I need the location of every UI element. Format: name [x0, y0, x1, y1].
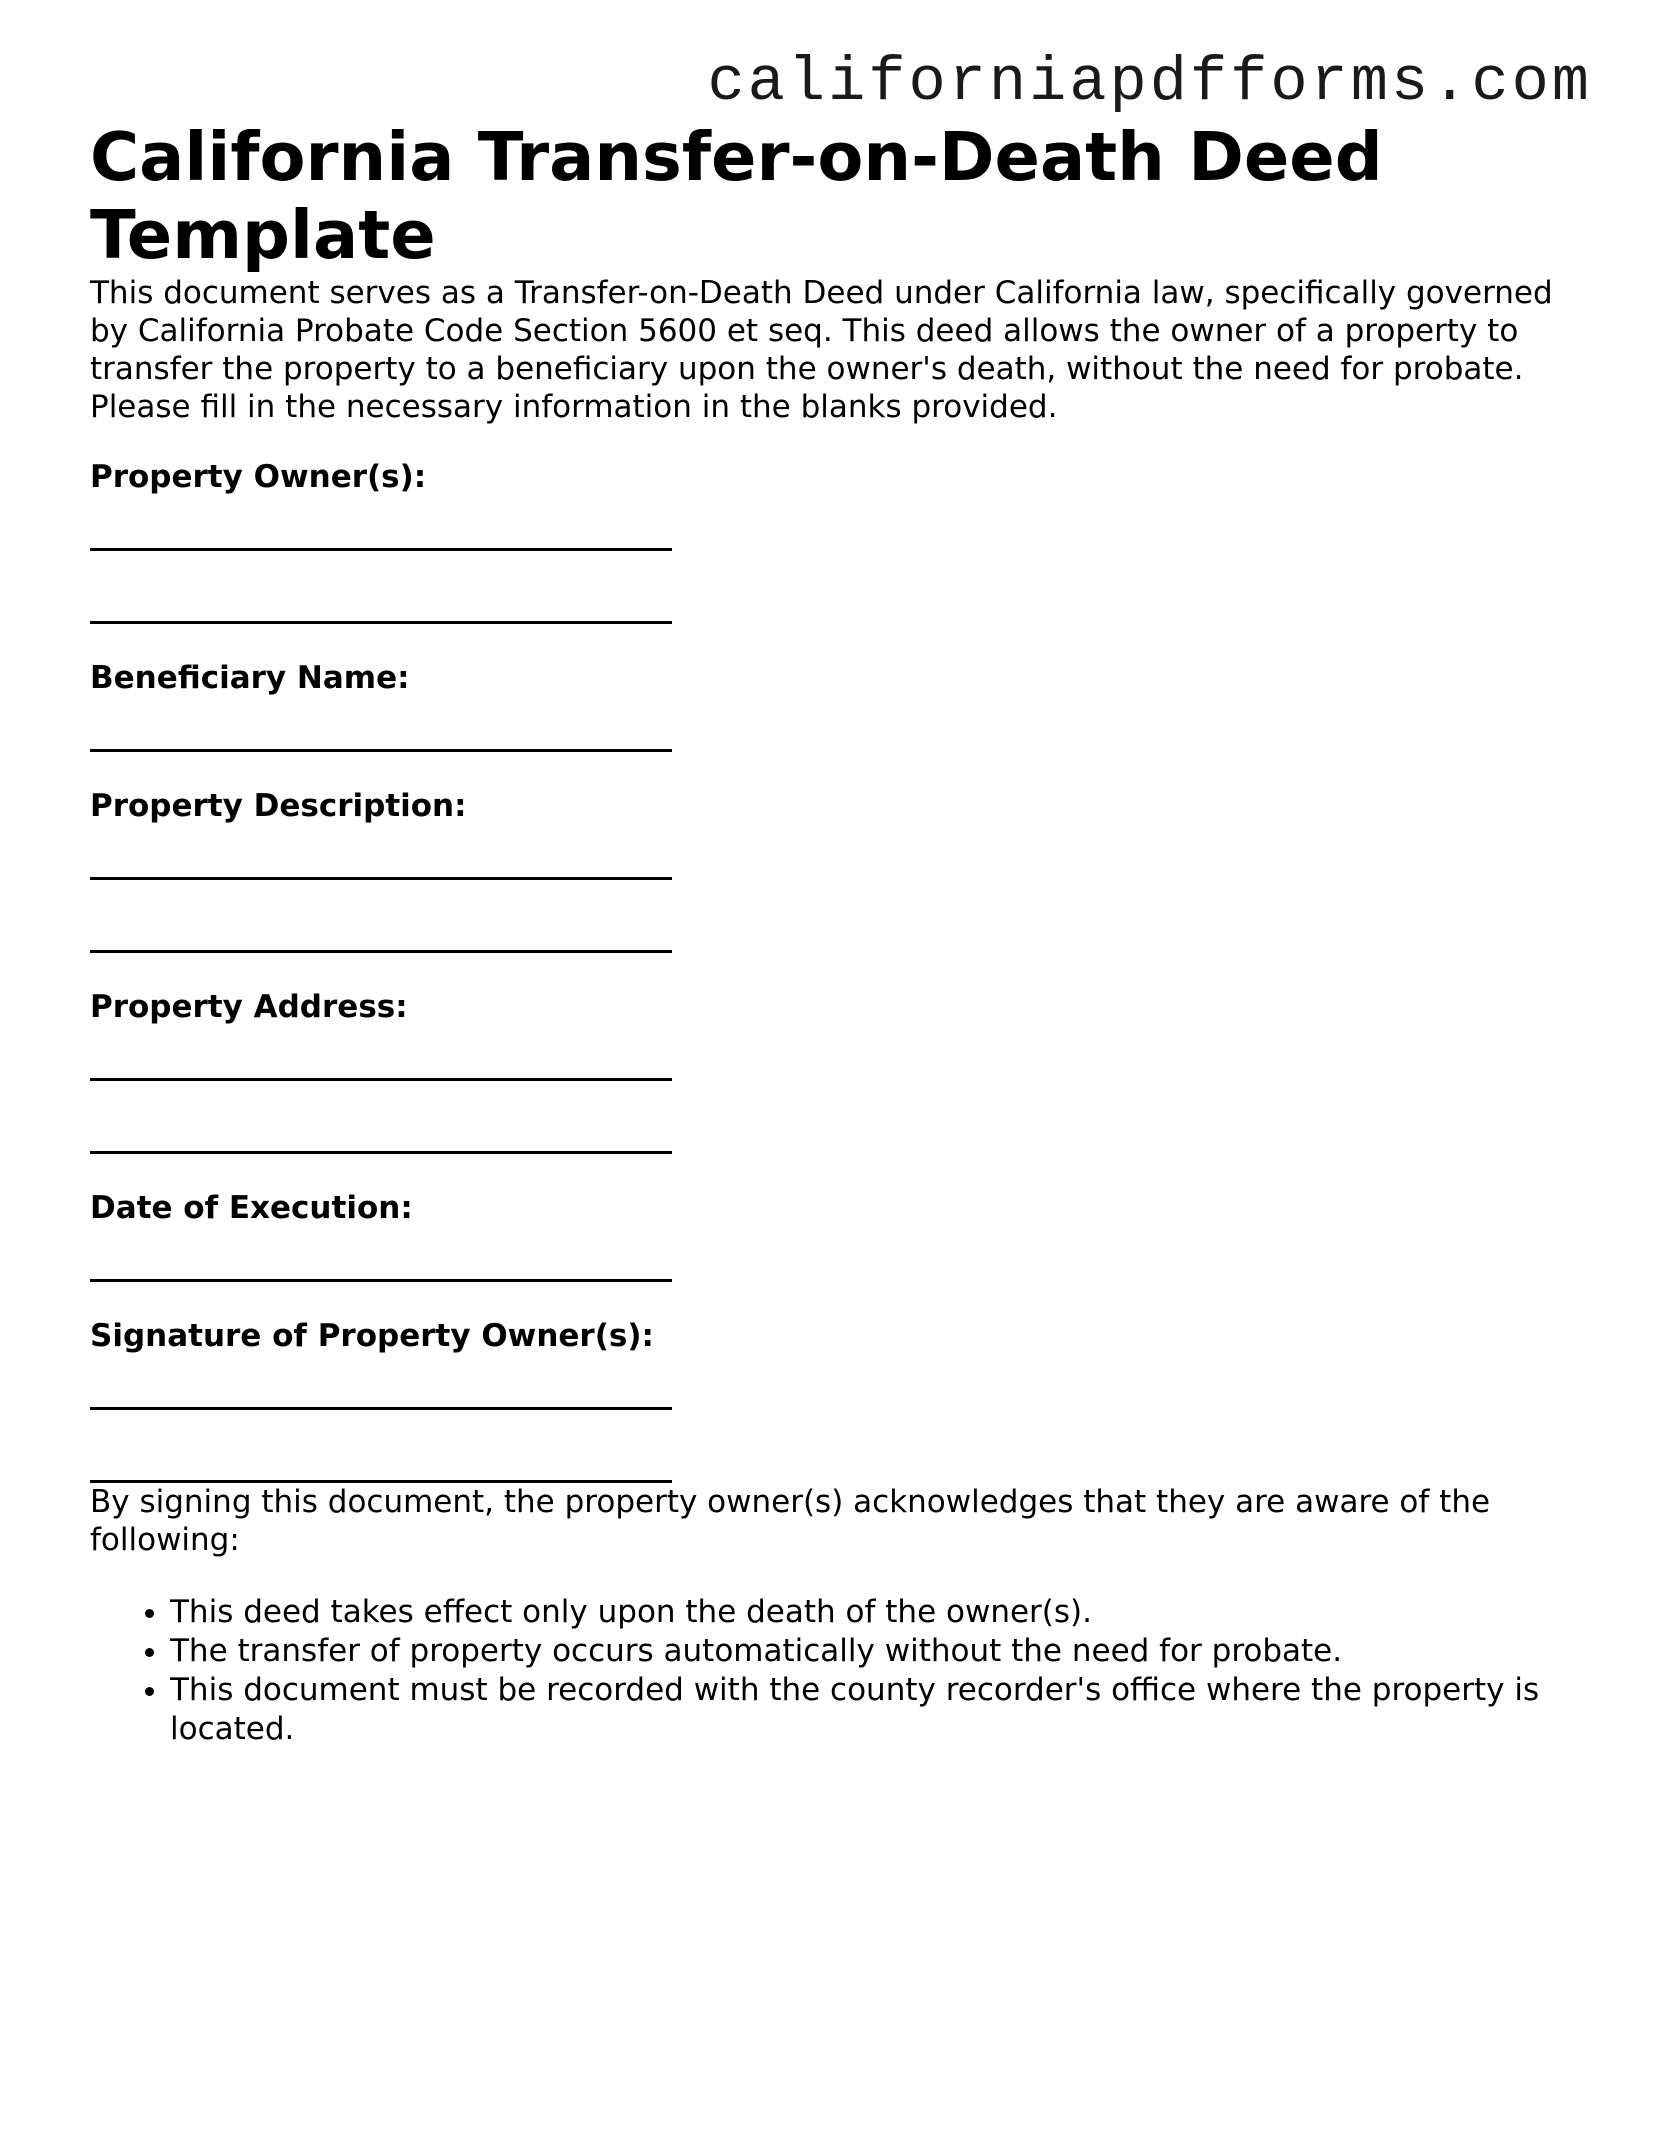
field-label-date-of-execution: Date of Execution: [90, 1190, 413, 1226]
acknowledgement-list [90, 1593, 1590, 1749]
field-label-beneficiary-name: Beneficiary Name: [90, 660, 410, 696]
site-watermark: californiapdfforms.com [707, 47, 1592, 118]
blank-line-property-description-2[interactable] [90, 950, 672, 953]
blank-line-property-owner-2[interactable] [90, 621, 672, 624]
blank-line-property-address-2[interactable] [90, 1151, 672, 1154]
blank-line-property-owner-1[interactable] [90, 548, 672, 551]
field-label-property-description: Property Description: [90, 788, 467, 824]
intro-paragraph: This document serves as a Transfer-on-Death Deed under California law, specifically governed by California Probate Code Section 5600 et seq. This deed allows the owner of a property to transfer the property to a beneficiary upon the owner's death, without the need for probate. [90, 275, 1553, 387]
document-page [90, 118, 1590, 1749]
blank-line-date-of-execution[interactable] [90, 1279, 672, 1282]
acknowledgement-paragraph: By signing this document, the property owner(s) acknowledges that they are aware of the following: [90, 1484, 1491, 1558]
blank-line-property-description-1[interactable] [90, 877, 672, 880]
blank-line-signature-1[interactable] [90, 1407, 672, 1410]
document-title: California Transfer-on-Death Deed Template [90, 118, 1383, 274]
list-item: • The transfer of property occurs automatically without the need for probate. [170, 1632, 1590, 1671]
field-label-property-address: Property Address: [90, 989, 408, 1025]
blank-line-beneficiary-name[interactable] [90, 749, 672, 752]
list-item: • This deed takes effect only upon the death of the owner(s). [170, 1593, 1590, 1632]
blank-line-property-address-1[interactable] [90, 1078, 672, 1081]
field-label-signature: Signature of Property Owner(s): [90, 1318, 654, 1354]
instruction-paragraph: Please fill in the necessary information in the blanks provided. [90, 389, 1058, 425]
field-label-property-owners: Property Owner(s): [90, 459, 427, 495]
list-item: • This document must be recorded with the county recorder's office where the property is located. [170, 1671, 1590, 1749]
